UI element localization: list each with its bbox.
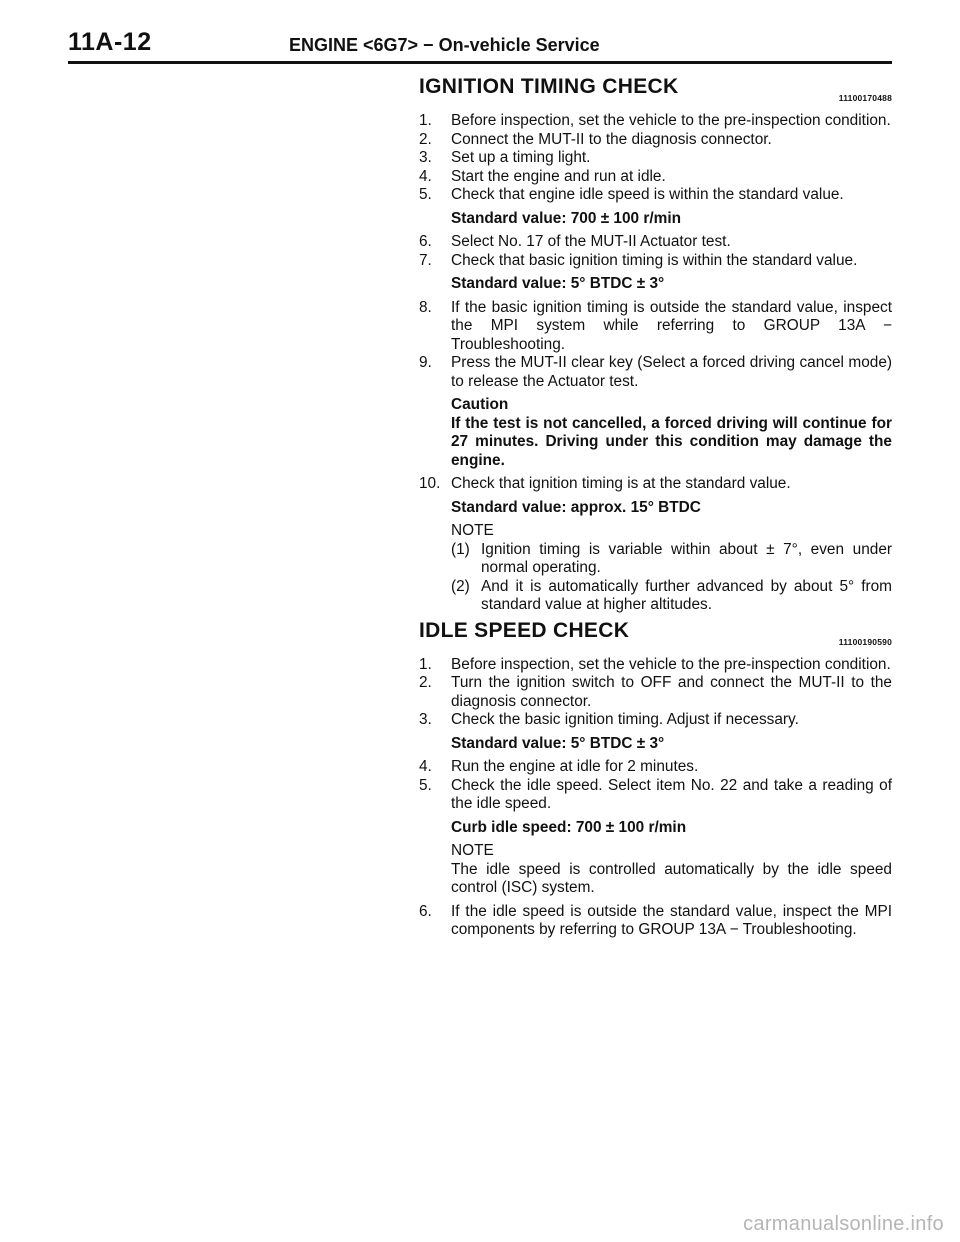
list-item [419, 149, 892, 168]
note-text: The idle speed is controlled automatically by the idle speed control (ISC) system. [451, 860, 892, 896]
item-text: Select No. 17 of the MUT-II Actuator test. [451, 233, 731, 250]
list-item [419, 186, 892, 205]
standard-value: Standard value: approx. 15° BTDC [451, 498, 701, 516]
heading-ignition-timing-check: IGNITION TIMING CHECK [419, 75, 679, 98]
item-number: 5. [419, 186, 432, 203]
item-text: If the idle speed is outside the standard value, inspect the MPI components by referring to GROUP 13A − Troubleshooting. [451, 902, 892, 938]
note-block [419, 842, 892, 903]
heading-code: 11100170488 [838, 93, 892, 103]
watermark: carmanualsonline.info [743, 1213, 944, 1235]
section-heading [419, 75, 892, 107]
caution-text: If the test is not cancelled, a forced driving will continue for 27 minutes. Driving under this condition may damage the engine. [451, 414, 892, 469]
note-subitem [451, 541, 892, 578]
content-column [419, 76, 892, 940]
page-header [68, 28, 892, 62]
list-item [419, 475, 892, 494]
item-text: Start the engine and run at idle. [451, 167, 666, 185]
subitem-number: (2) [451, 577, 470, 595]
item-number: 2. [419, 674, 432, 691]
standard-value: Curb idle speed: 700 ± 100 r/min [451, 818, 687, 836]
item-text: Before inspection, set the vehicle to the pre-inspection condition. [451, 655, 891, 673]
page-number: 11A-12 [68, 28, 152, 56]
note-subitem [451, 578, 892, 615]
list-item [419, 252, 892, 271]
item-text: Turn the ignition switch to OFF and connect the MUT-II to the diagnosis connector. [451, 674, 892, 710]
list-item [419, 903, 892, 940]
list-item [419, 112, 892, 131]
item-number: 2. [419, 130, 432, 148]
item-number: 7. [419, 251, 432, 269]
subitem-text: And it is automatically further advanced by about 5° from standard value at higher altitudes. [481, 577, 892, 613]
item-number: 6. [419, 233, 432, 250]
list-item [419, 131, 892, 150]
item-text: Check that ignition timing is at the standard value. [451, 475, 791, 492]
item-text: Check the basic ignition timing. Adjust if necessary. [451, 711, 799, 728]
list-item [419, 674, 892, 711]
item-text: Run the engine at idle for 2 minutes. [451, 758, 699, 775]
item-number: 4. [419, 758, 432, 775]
standard-value: Standard value: 5° BTDC ± 3° [451, 734, 665, 752]
list-item [419, 299, 892, 355]
list-item [419, 354, 892, 391]
header-rule [68, 61, 892, 64]
item-number: 3. [419, 149, 432, 166]
item-text: Press the MUT-II clear key (Select a forced driving cancel mode) to release the Actuator test. [451, 354, 892, 390]
subitem-text: Ignition timing is variable within about ± 7°, even under normal operating. [481, 540, 892, 576]
note-block [419, 522, 892, 620]
subitem-number: (1) [451, 540, 470, 558]
list-item [419, 758, 892, 777]
item-number: 3. [419, 711, 432, 728]
list-item [419, 777, 892, 814]
list-item [419, 656, 892, 675]
item-number: 6. [419, 902, 432, 920]
item-text: Connect the MUT-II to the diagnosis connector. [451, 130, 772, 148]
list-item [419, 233, 892, 252]
note-title: NOTE [451, 522, 494, 539]
item-text: Before inspection, set the vehicle to the pre-inspection condition. [451, 112, 891, 129]
item-number: 5. [419, 776, 432, 794]
standard-value: Standard value: 700 ± 100 r/min [451, 209, 681, 227]
list-item [419, 168, 892, 187]
list-item [419, 711, 892, 730]
heading-code: 11100190590 [838, 636, 892, 647]
item-text: Check that engine idle speed is within the standard value. [451, 186, 844, 203]
caution-title: Caution [451, 396, 509, 413]
note-title: NOTE [451, 842, 494, 859]
item-text: Check that basic ignition timing is within the standard value. [451, 251, 858, 269]
heading-idle-speed-check: IDLE SPEED CHECK [419, 618, 630, 642]
standard-value: Standard value: 5° BTDC ± 3° [451, 275, 665, 292]
section-heading [419, 618, 892, 651]
item-number: 1. [419, 655, 432, 673]
item-number: 8. [419, 298, 432, 316]
item-text: If the basic ignition timing is outside the standard value, inspect the MPI system while referring to GROUP 13A − Troubleshooting. [451, 298, 892, 353]
item-number: 4. [419, 167, 432, 185]
item-number: 10. [419, 475, 441, 492]
item-text: Check the idle speed. Select item No. 22 and take a reading of the idle speed. [451, 776, 892, 812]
item-number: 9. [419, 354, 432, 371]
item-text: Set up a timing light. [451, 149, 591, 166]
item-number: 1. [419, 112, 432, 129]
caution-block [419, 391, 892, 475]
section-title: ENGINE <6G7> − On-vehicle Service [289, 35, 600, 55]
